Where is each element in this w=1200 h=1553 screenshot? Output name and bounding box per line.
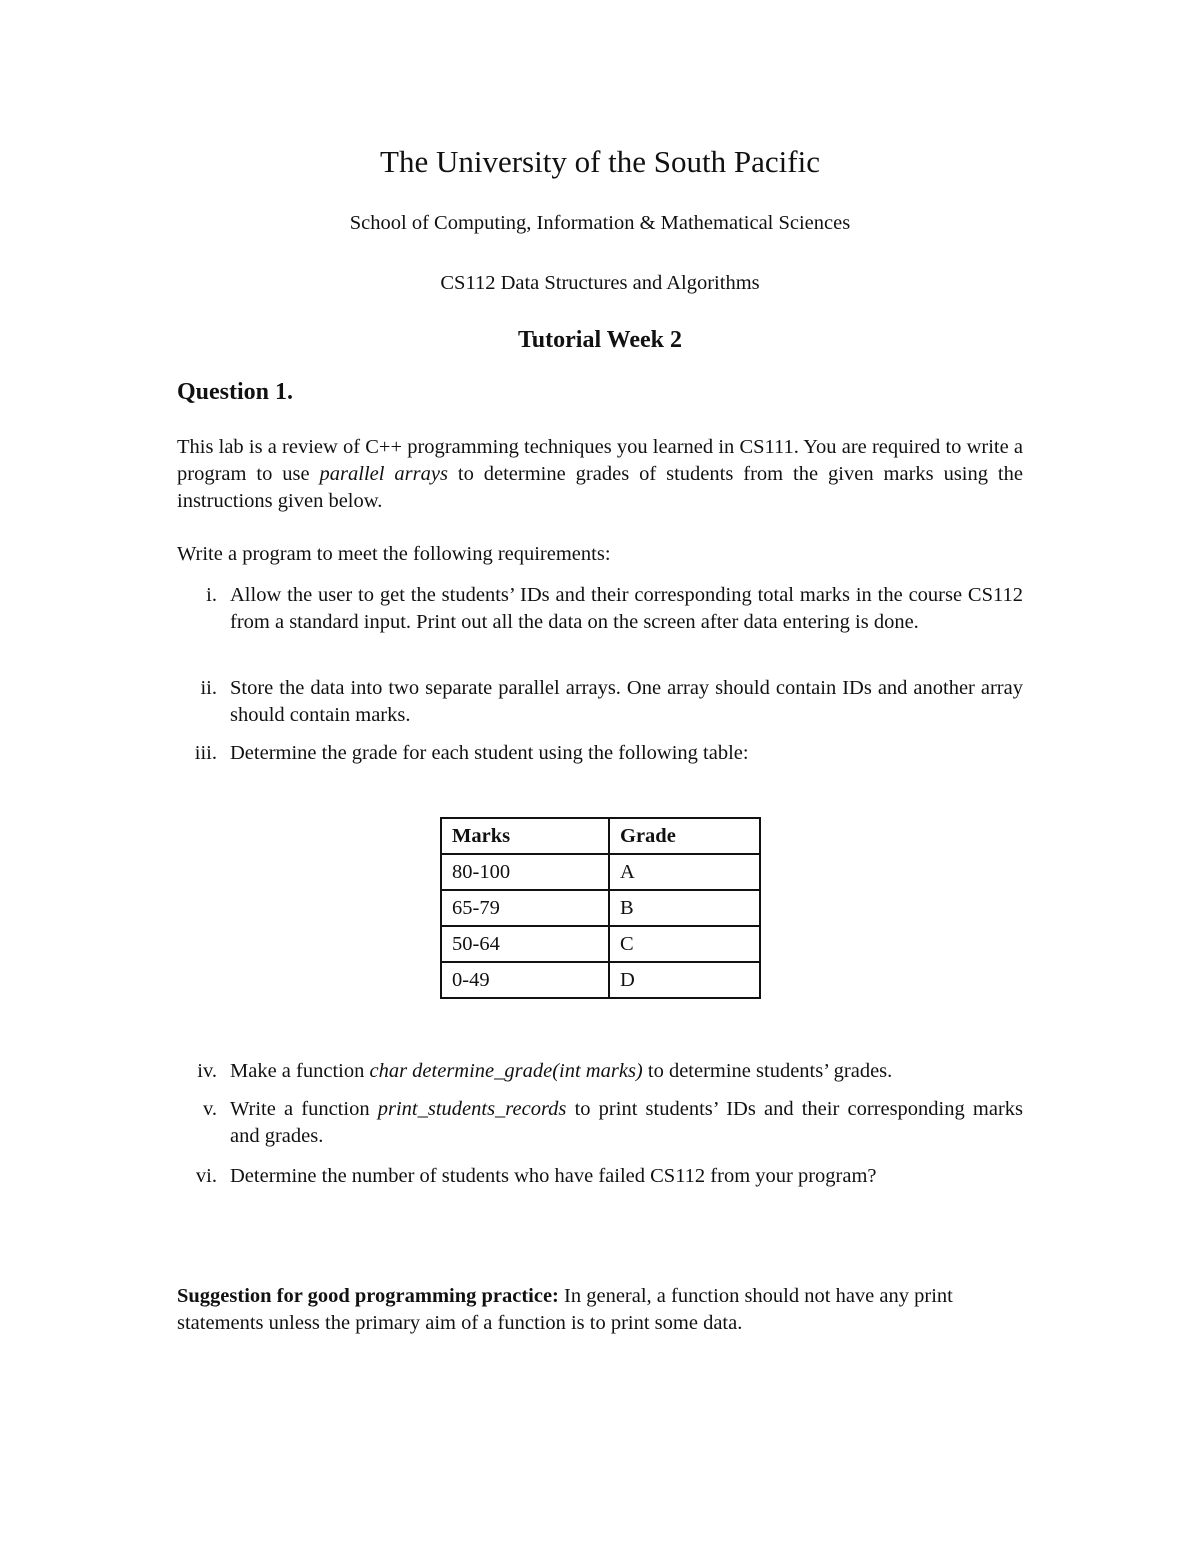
- grade-cell: A: [609, 854, 760, 890]
- function-signature: char determine_grade(int marks): [369, 1060, 643, 1082]
- table-row: [441, 962, 760, 998]
- tutorial-heading: Tutorial Week 2: [517, 327, 683, 353]
- grade-cell: B: [609, 890, 760, 926]
- item-number: iii.: [194, 742, 217, 764]
- item-text: [230, 1096, 1023, 1150]
- item-number: ii.: [200, 677, 217, 699]
- grade-table: [440, 817, 761, 999]
- item-text: Determine the number of students who have failed CS112 from your program?: [230, 1165, 877, 1187]
- marks-cell: 65-79: [441, 890, 609, 926]
- item-text: Store the data into two separate parallel arrays. One array should contain IDs and another array should contain marks.: [230, 677, 1023, 726]
- marks-cell: 0-49: [441, 962, 609, 998]
- item-number: vi.: [195, 1165, 217, 1187]
- marks-cell: 50-64: [441, 926, 609, 962]
- suggestion-paragraph: [177, 1283, 1023, 1337]
- table-row: [441, 926, 760, 962]
- school-name: School of Computing, Information & Mathematical Sciences: [349, 212, 851, 234]
- grade-table-header-row: [441, 818, 760, 854]
- item-number: v.: [202, 1098, 217, 1120]
- intro-text-end: to determine grades of students from the given marks using the instructions given below.: [177, 463, 1023, 512]
- intro-emphasis: parallel arrays: [319, 463, 448, 485]
- course-title: CS112 Data Structures and Algorithms: [440, 272, 760, 294]
- item-text: [230, 1058, 1023, 1085]
- table-row: [441, 854, 760, 890]
- item-number: iv.: [197, 1060, 217, 1082]
- function-name: print_students_records: [377, 1098, 567, 1120]
- item-number: i.: [206, 584, 217, 606]
- item-text-start: Make a function: [230, 1060, 370, 1082]
- header-grade: Grade: [609, 818, 760, 854]
- intro-paragraph: [177, 434, 1023, 515]
- grade-cell: C: [609, 926, 760, 962]
- suggestion-label: Suggestion for good programming practice:: [177, 1285, 559, 1307]
- item-text-end: to print students’ IDs and their corresponding marks and grades.: [230, 1098, 1023, 1147]
- item-text-end: to determine students’ grades.: [642, 1060, 893, 1082]
- requirements-lead: Write a program to meet the following requirements:: [177, 543, 611, 565]
- suggestion-text: In general, a function should not have any print statements unless the primary aim of a function is to print some data.: [177, 1285, 953, 1334]
- question-heading: Question 1.: [177, 379, 294, 405]
- item-text: Determine the grade for each student using the following table:: [230, 742, 749, 764]
- intro-text-start: This lab is a review of C++ programming techniques you learned in CS111. You are required to write a program to use: [177, 436, 1023, 485]
- marks-cell: 80-100: [441, 854, 609, 890]
- item-text: Allow the user to get the students’ IDs and their corresponding total marks in the course CS112 from a standard input. Print out all the data on the screen after data entering is done.: [230, 584, 1023, 633]
- header-marks: Marks: [441, 818, 609, 854]
- item-text-start: Write a function: [230, 1098, 378, 1120]
- table-row: [441, 890, 760, 926]
- grade-cell: D: [609, 962, 760, 998]
- university-title: The University of the South Pacific: [380, 144, 820, 179]
